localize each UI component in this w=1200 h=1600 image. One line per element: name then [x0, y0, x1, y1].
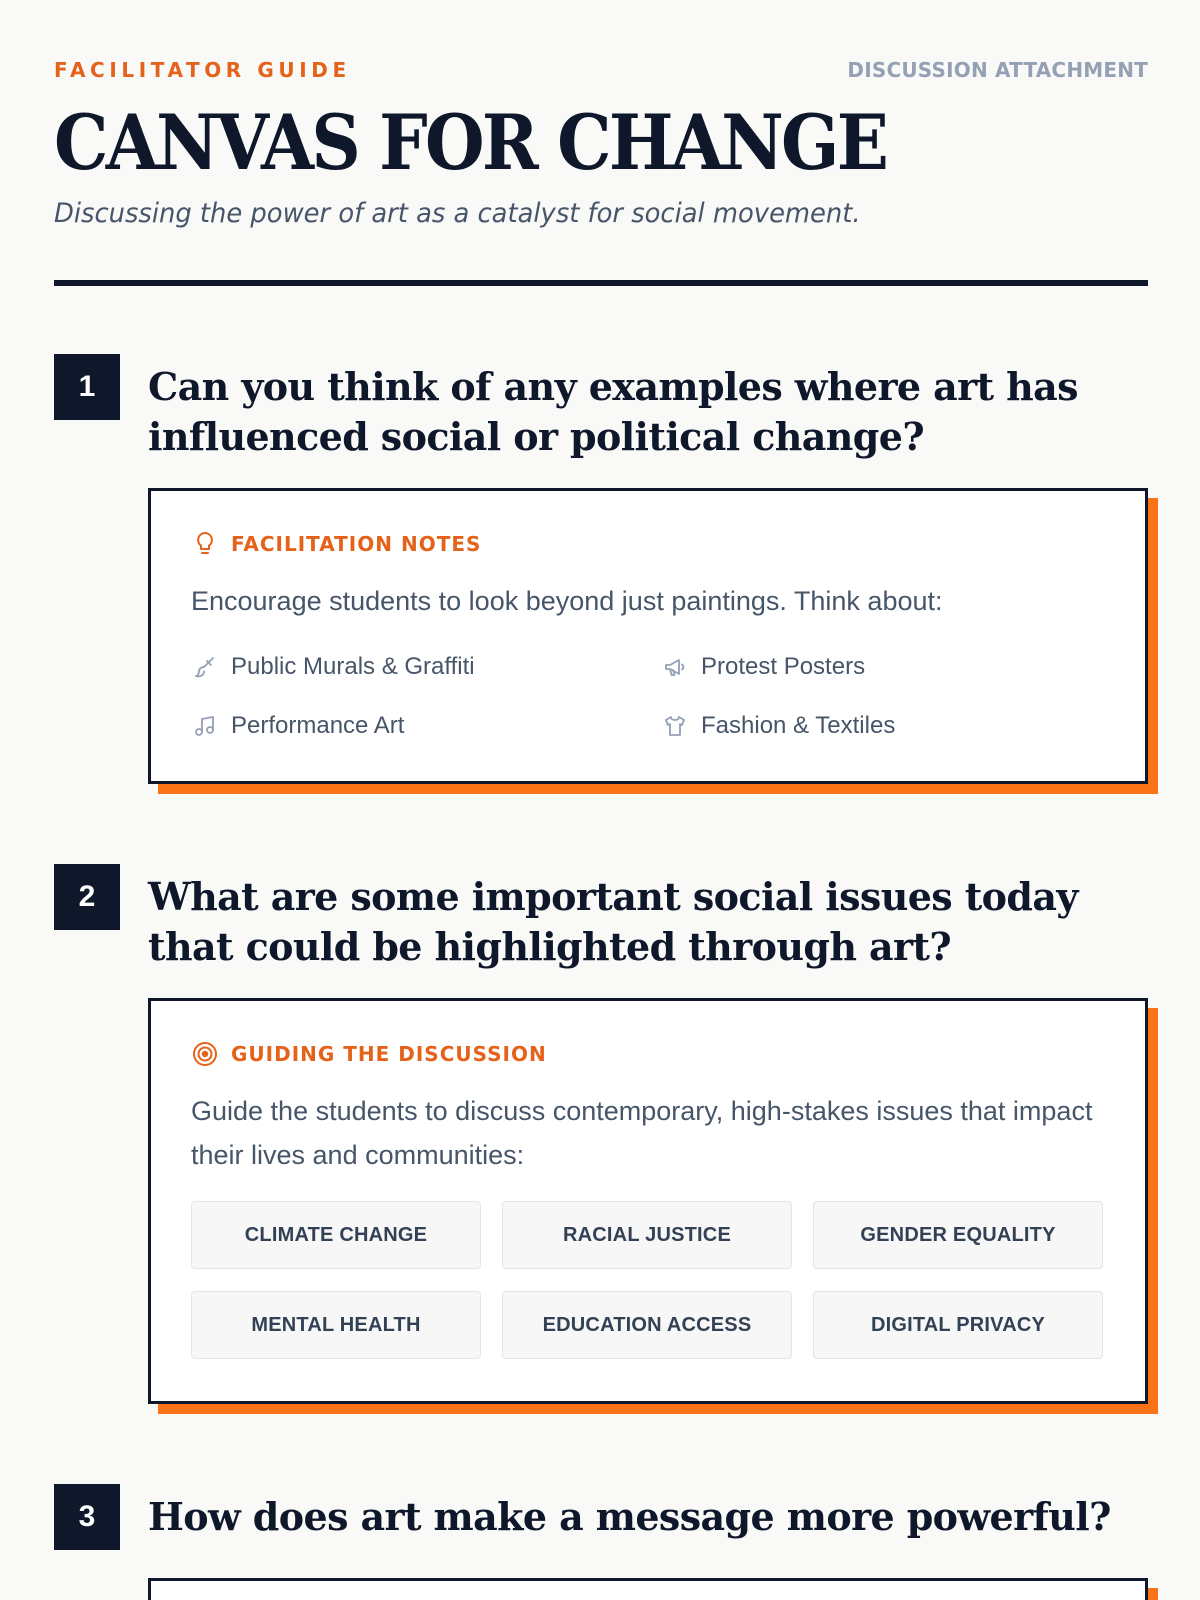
card-body-text: Guide the students to discuss contemporary, high-stakes issues that impact their lives and communities:: [191, 1096, 1093, 1170]
guiding-discussion-card: [148, 998, 1148, 1404]
question-text: How does art make a message more powerful?: [148, 1494, 1111, 1539]
question-number-badge: 3: [54, 1484, 120, 1550]
issue-chip: CLIMATE CHANGE: [191, 1201, 481, 1269]
list-item: [191, 708, 404, 744]
card-heading: [191, 1039, 547, 1069]
megaphone-icon: [661, 653, 689, 681]
header-eyebrow-row: [54, 58, 1148, 82]
list-item-label: Fashion & Textiles: [701, 712, 896, 739]
issue-chip: GENDER EQUALITY: [813, 1201, 1103, 1269]
facilitation-notes-card: [148, 488, 1148, 784]
question-3-card: [148, 1578, 1148, 1600]
card-body-text: Encourage students to look beyond just paintings. Think about:: [191, 586, 943, 616]
issue-chip: RACIAL JUSTICE: [502, 1201, 792, 1269]
page-title: CANVAS FOR CHANGE: [54, 98, 887, 187]
list-item: [191, 649, 475, 685]
question-number-badge: 1: [54, 354, 120, 420]
card-heading-label: GUIDING THE DISCUSSION: [231, 1042, 547, 1066]
issue-chip: EDUCATION ACCESS: [502, 1291, 792, 1359]
lightbulb-icon: [191, 530, 219, 558]
shirt-icon: [661, 712, 689, 740]
list-item-label: Public Murals & Graffiti: [231, 653, 475, 680]
paintbrush-icon: [191, 653, 219, 681]
question-text: What are some important social issues today that could be highlighted through art?: [148, 874, 1078, 969]
question-number-badge: 2: [54, 864, 120, 930]
attachment-label: DISCUSSION ATTACHMENT: [847, 58, 1148, 82]
list-item: [661, 649, 865, 685]
music-icon: [191, 712, 219, 740]
issue-chip: DIGITAL PRIVACY: [813, 1291, 1103, 1359]
card-heading-label: FACILITATION NOTES: [231, 532, 482, 556]
header-divider: [54, 280, 1148, 286]
issue-chip: MENTAL HEALTH: [191, 1291, 481, 1359]
question-text: Can you think of any examples where art has influenced social or political change?: [148, 364, 1078, 459]
target-icon: [191, 1040, 219, 1068]
page-subtitle: Discussing the power of art as a catalyst for social movement.: [54, 198, 861, 229]
list-item-label: Performance Art: [231, 712, 405, 739]
list-item: [661, 708, 895, 744]
eyebrow-label: FACILITATOR GUIDE: [54, 58, 351, 82]
list-item-label: Protest Posters: [701, 653, 866, 680]
card-heading: [191, 529, 481, 559]
